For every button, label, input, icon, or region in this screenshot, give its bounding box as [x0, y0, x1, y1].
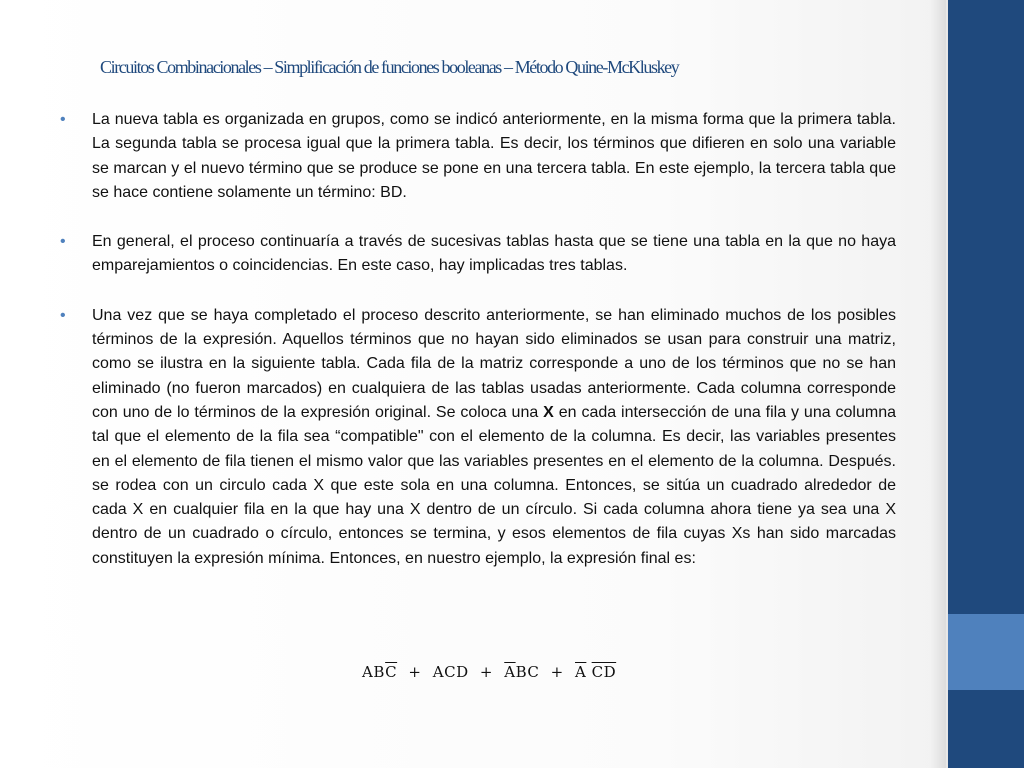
- bullet-item-2: [60, 230, 896, 279]
- bullet-mark: •: [60, 306, 66, 324]
- bullet-item-1: [60, 108, 896, 205]
- bullet-mark: •: [60, 233, 66, 251]
- bullet-text-1: La nueva tabla es organizada en grupos, como se indicó anteriormente, en la misma forma que la primera tabla. La segunda tabla se procesa igual que la primera tabla. Es decir, los términos que difieren en solo una variable se marcan y el nuevo término que se produce se pone en una tercera tabla. En este ejemplo, la tercera tabla que se hace contiene solamente un término: BD.: [92, 111, 896, 201]
- side-bar-accent: [948, 614, 1024, 690]
- term-1-negated: $\overline{C}$: [385, 663, 398, 681]
- term-3-negated: $\overline{A}$: [504, 663, 516, 681]
- plus-operator: +: [408, 663, 422, 681]
- slide-edge-shadow: [930, 0, 948, 768]
- final-expression: [362, 663, 616, 681]
- plus-operator: +: [479, 663, 493, 681]
- term-1-plain: AB: [362, 663, 386, 681]
- term-4-negated-a: $\overline{A}$: [575, 663, 587, 681]
- slide-content: [60, 108, 896, 596]
- term-4-negated-cd: $\overline{CD}$: [591, 663, 617, 681]
- term-2: ACD: [432, 663, 469, 681]
- bullet-mark: •: [60, 111, 66, 128]
- plus-operator: +: [550, 663, 564, 681]
- slide-title: Circuitos Combinacionales – Simplificación de funciones booleanas – Método Quine-McKluskey: [100, 57, 679, 77]
- bullet-text-2: En general, el proceso continuaría a través de sucesivas tablas hasta que se tiene una tabla en la que no haya emparejamientos o coincidencias. En este caso, hay implicadas tres tablas.: [92, 233, 896, 275]
- bullet-item-3: [60, 304, 896, 571]
- bullet-text-3-bold-x: X: [543, 403, 554, 421]
- bullet-text-3a: Una vez que se haya completado el proceso descrito anteriormente, se han eliminado muchos de los posibles términos de la expresión. Aquellos términos que no hayan sido eliminados se usan para construir una matriz, como se ilustra en la siguiente tabla. Cada fila de la matriz corresponde a uno de los términos que no se han eliminado (no fueron marcados) en cualquiera de las tablas usadas anteriormente. Cada columna corresponde con uno de lo términos de la expresión original. Se coloca una: [92, 306, 896, 421]
- bullet-text-3b: en cada intersección de una fila y una columna tal que el elemento de la fila sea “compatible" con el elemento de la columna. Es decir, las variables presentes en el elemento de fila tienen el mismo valor que las variables presentes en el elemento de la columna. Después. se rodea con un circulo cada X que este sola en una columna. Entonces, se sitúa un cuadrado alrededor de cada X en cualquier fila en la que hay una X dentro de un círculo. Si cada columna ahora tiene ya sea una X dentro de un cuadrado o círculo, entonces se termina, y esos elementos de fila cuyas Xs han sido marcadas constituyen la expresión mínima. Entonces, en nuestro ejemplo, la expresión final es:: [92, 403, 897, 567]
- term-3-plain: BC: [515, 663, 540, 681]
